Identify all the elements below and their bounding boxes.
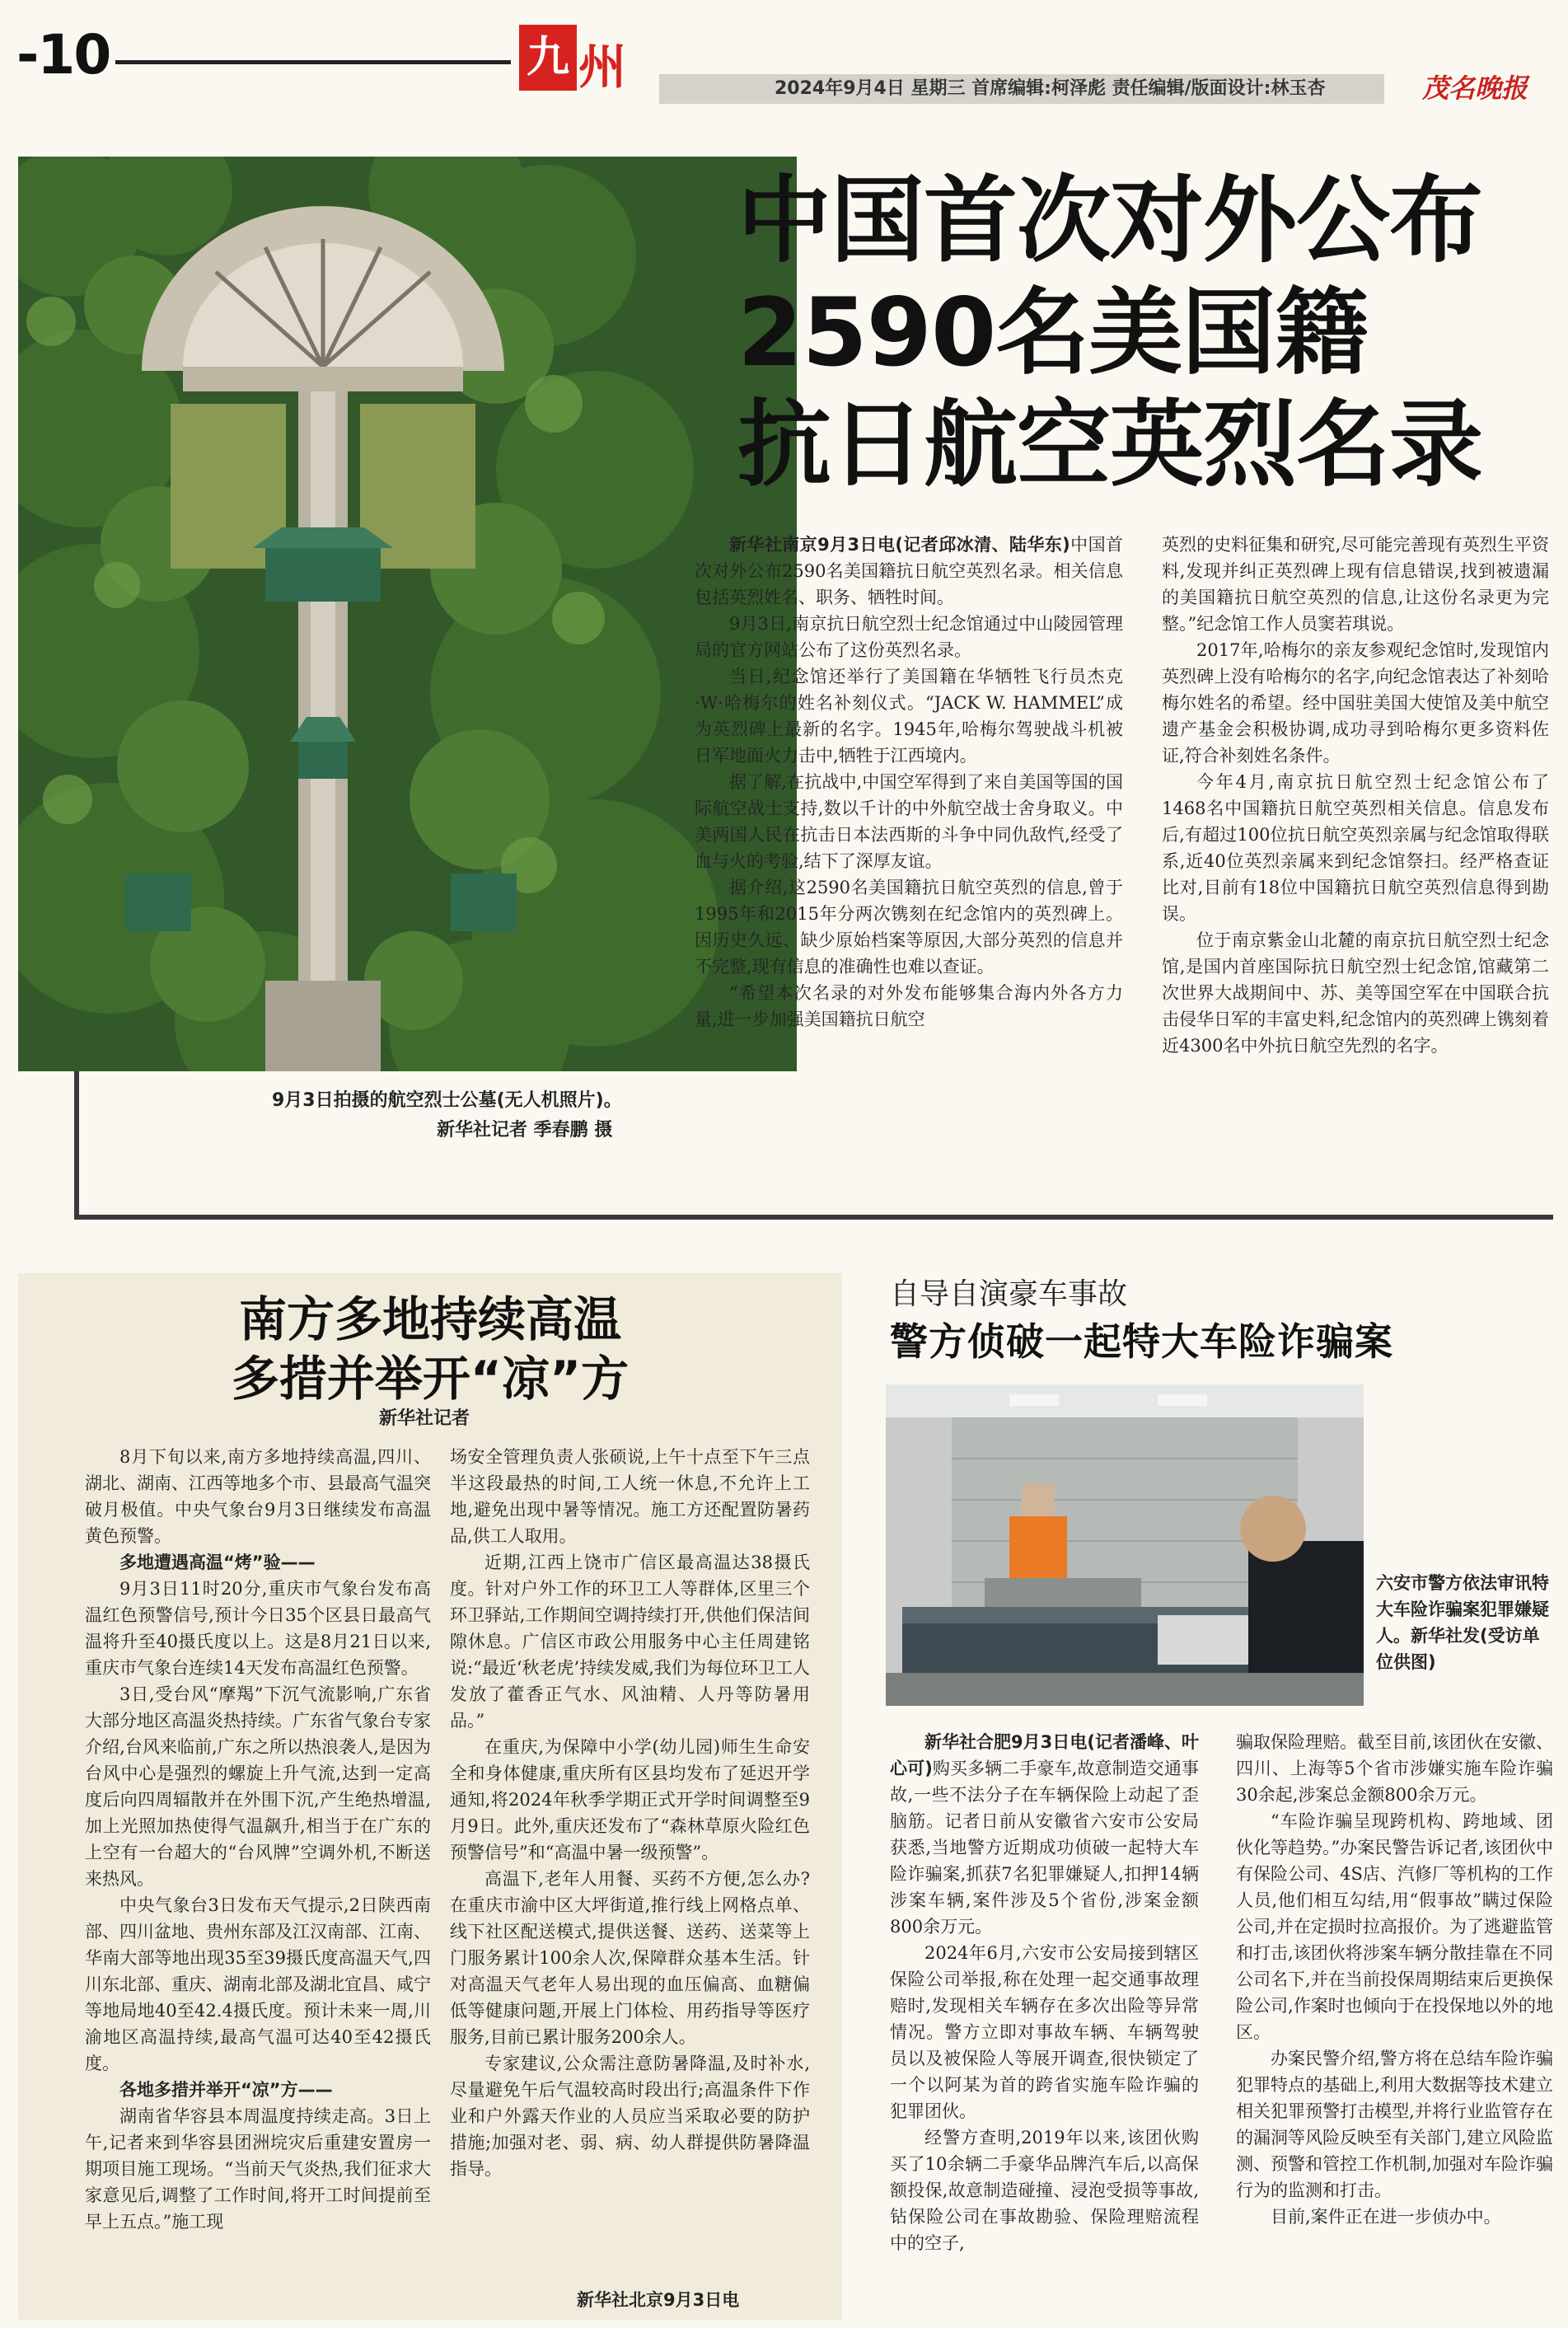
- story1-headline: [737, 165, 1553, 501]
- paragraph: 据介绍,这2590名美国籍抗日航空英烈的信息,曾于1995年和2015年分两次镌刻在纪念馆内的英烈碑上。因历史久远、缺少原始档案等原因,大部分英烈的信息并不完整,现有信息的准确性也难以查证。: [695, 878, 1123, 977]
- paragraph: 目前,案件正在进一步侦办中。: [1271, 2207, 1501, 2227]
- headline-line: 抗日航空英烈名录: [737, 390, 1483, 499]
- story3-headline: 警方侦破一起特大车险诈骗案: [890, 1319, 1393, 1364]
- paragraph: 当日,纪念馆还举行了美国籍在华牺牲飞行员杰克·W·哈梅尔的姓名补刻仪式。“JACK W. HAMMEL”成为英烈碑上最新的名字。1945年,哈梅尔驾驶战斗机被日军地面火力击中,牺牲于江西境内。: [695, 667, 1123, 766]
- story3-kicker: 自导自演豪车事故: [890, 1277, 1128, 1311]
- paragraph: “希望本次名录的对外发布能够集合海内外各方力量,进一步加强美国籍抗日航空: [695, 983, 1123, 1029]
- story2-column-a: [85, 1444, 431, 2235]
- subheading: 各地多措并举开“凉”方——: [119, 2080, 333, 2100]
- paragraph: 中央气象台3日发布天气提示,2日陕西南部、四川盆地、贵州东部及江汉南部、江南、华南大部等地出现35至39摄氏度高温天气,四川东北部、重庆、湖南北部及湖北宜昌、咸宁等地局地40至42.4摄氏度。预计未来一周,川渝地区高温持续,最高气温可达40至42摄氏度。: [85, 1895, 431, 2073]
- paragraph: 8月下旬以来,南方多地持续高温,四川、湖北、湖南、江西等地多个市、县最高气温突破月极值。中央气象台9月3日继续发布高温黄色预警。: [85, 1447, 431, 1546]
- paragraph: 中国首次对外公布2590名美国籍抗日航空英烈名录。相关信息包括英烈姓名、职务、牺牲时间。: [695, 535, 1123, 607]
- story3-column-b: [1236, 1729, 1553, 2230]
- paragraph: 经警方查明,2019年以来,该团伙购买了10余辆二手豪华品牌汽车后,以高保额投保,故意制造碰撞、浸泡受损等事故,钻保险公司在事故勘验、保险理赔流程中的空子,: [890, 2128, 1199, 2253]
- paragraph: 2017年,哈梅尔的亲友参观纪念馆时,发现馆内英烈碑上没有哈梅尔的名字,向纪念馆表达了补刻哈梅尔姓名的希望。经中国驻美国大使馆及美中航空遗产基金会积极协调,成功寻到哈梅尔更多资料佐证,符合补刻姓名条件。: [1162, 640, 1549, 766]
- paragraph: 9月3日11时20分,重庆市气象台发布高温红色预警信号,预计今日35个区县日最高气温将升至40摄氏度以上。这是8月21日以来,重庆市气象台连续14天发布高温红色预警。: [85, 1579, 431, 1678]
- headline-line: 中国首次对外公布: [737, 166, 1483, 275]
- paragraph: 2024年6月,六安市公安局接到辖区保险公司举报,称在处理一起交通事故理赔时,发现相关车辆存在多次出险等异常情况。警方立即对事故车辆、车辆驾驶员以及被保险人等展开调查,很快锁定了一个以阿某为首的跨省实施车险诈骗的犯罪团伙。: [890, 1943, 1199, 2121]
- story3-column-a: [890, 1729, 1199, 2256]
- header-rule: [115, 60, 511, 64]
- headline-line: 2590名美国籍: [737, 278, 1369, 387]
- story1-column-a: [695, 532, 1123, 1033]
- header-info-bar: 2024年9月4日 星期三 首席编辑:柯泽彪 责任编辑/版面设计:林玉杏: [659, 74, 1384, 104]
- paragraph: 9月3日,南京抗日航空烈士纪念馆通过中山陵园管理局的官方网站公布了这份英烈名录。: [695, 614, 1123, 660]
- dateline: 新华社南京9月3日电(记者邱冰清、陆华东): [729, 535, 1070, 555]
- paragraph: 据了解,在抗战中,中国空军得到了来自美国等国的国际航空战士支持,数以千计的中外航空战士舍身取义。中美两国人民在抗击日本法西斯的斗争中同仇敌忾,经受了血与火的考验,结下了深厚友谊。: [695, 772, 1123, 871]
- paragraph: 湖南省华容县本周温度持续走高。3日上午,记者来到华容县团洲垸灾后重建安置房一期项目施工现场。“当前天气炎热,我们征求大家意见后,调整了工作时间,将开工时间提前至早上五点。”施工现: [85, 2106, 431, 2232]
- subheading: 多地遭遇高温“烤”验——: [119, 1553, 316, 1572]
- photo-caption: [272, 1086, 733, 1145]
- paragraph: 购买多辆二手豪车,故意制造交通事故,一些不法分子在车辆保险上动起了歪脑筋。记者日前从安徽省六安市公安局获悉,当地警方近期成功侦破一起特大车险诈骗案,抓获7名犯罪嫌疑人,扣押14辆涉案车辆,案件涉及5个省份,涉案金额800余万元。: [890, 1759, 1199, 1937]
- interrogation-room-photo: [886, 1384, 1364, 1706]
- caption-credit: 新华社记者 季春鹏 摄: [437, 1120, 613, 1141]
- paragraph: 高温下,老年人用餐、买药不方便,怎么办?在重庆市渝中区大坪街道,推行线上网格点单、线下社区配送模式,提供送餐、送药、送菜等上门服务累计100余人次,保障群众基本生活。针对高温天气老年人易出现的血压偏高、血糖偏低等健康问题,开展上门体检、用药指导等医疗服务,目前已累计服务200余人。: [450, 1869, 810, 2047]
- story2-byline: 新华社记者: [379, 1408, 470, 1429]
- paragraph: 今年4月,南京抗日航空烈士纪念馆公布了1468名中国籍抗日航空英烈相关信息。信息发布后,有超过100位抗日航空英烈亲属与纪念馆取得联系,近40位英烈亲属来到纪念馆祭扫。经严格查证比对,目前有18位中国籍抗日航空英烈信息得到勘误。: [1162, 772, 1549, 924]
- story2-headline: [18, 1290, 842, 1408]
- paragraph: 骗取保险理赔。截至目前,该团伙在安徽、四川、上海等5个省市涉嫌实施车险诈骗30余起,涉案总金额800余万元。: [1236, 1732, 1553, 1805]
- story2-column-b: [450, 1444, 810, 2182]
- paragraph: 办案民警介绍,警方将在总结车险诈骗犯罪特点的基础上,利用大数据等技术建立相关犯罪预警打击模型,并将行业监管存在的漏洞等风险反映至有关部门,建立风险监测、预警和管控工作机制,加强对车险诈骗行为的监测和打击。: [1236, 2049, 1553, 2200]
- cemetery-aerial-photo: [18, 157, 797, 1071]
- story3-photo-caption: 六安市警方依法审讯特大车险诈骗案犯罪嫌疑人。新华社发(受访单位供图): [1376, 1573, 1549, 1672]
- story2-signoff: 新华社北京9月3日电: [577, 2290, 740, 2310]
- story1-column-b: [1162, 532, 1549, 1059]
- section-logo: [519, 25, 634, 101]
- paragraph: 场安全管理负责人张硕说,上午十点至下午三点半这段最热的时间,工人统一休息,不允许上工地,避免出现中暑等情况。施工方还配置防暑药品,供工人取用。: [450, 1447, 810, 1546]
- page-number: -10: [16, 23, 110, 87]
- section-seal: 九: [519, 25, 577, 91]
- newspaper-brand-logo: 茂名晚报: [1421, 73, 1528, 104]
- caption-line: 9月3日拍摄的航空烈士公墓(无人机照片)。: [272, 1090, 622, 1111]
- headline-line: 南方多地持续高温: [238, 1291, 621, 1347]
- paragraph: 位于南京紫金山北麓的南京抗日航空烈士纪念馆,是国内首座国际抗日航空烈士纪念馆,馆藏第二次世界大战期间中、苏、美等国空军在中国联合抗击侵华日军的丰富史料,纪念馆内的英烈碑上镌刻着近4300名中外抗日航空先烈的名字。: [1162, 930, 1549, 1056]
- paragraph: 英烈的史料征集和研究,尽可能完善现有英烈生平资料,发现并纠正英烈碑上现有信息错误,找到被遗漏的美国籍抗日航空英烈的信息,让这份名录更为完整。”纪念馆工作人员窦若琪说。: [1162, 535, 1549, 634]
- paragraph: 3日,受台风“摩羯”下沉气流影响,广东省大部分地区高温炎热持续。广东省气象台专家介绍,台风来临前,广东之所以热浪袭人,是因为台风中心是强烈的螺旋上升气流,达到一定高度后向四周辐散并在外围下沉,产生绝热增温,加上光照加热使得气温飙升,相当于在广东的上空有一台超大的“台风牌”空调外机,不断送来热风。: [85, 1684, 431, 1889]
- section-char: 州: [578, 39, 627, 95]
- paragraph: 专家建议,公众需注意防暑降温,及时补水,尽量避免午后气温较高时段出行;高温条件下作业和户外露天作业的人员应当采取必要的防护措施;加强对老、弱、病、幼人群提供防暑降温指导。: [450, 2054, 810, 2179]
- paragraph: 在重庆,为保障中小学(幼儿园)师生生命安全和身体健康,重庆所有区县均发布了延迟开学通知,将2024年秋季学期正式开学时间调整至9月9日。此外,重庆还发布了“森林草原火险红色预警信号”和“高温中暑一级预警”。: [450, 1737, 810, 1862]
- paragraph: 近期,江西上饶市广信区最高温达38摄氏度。针对户外工作的环卫工人等群体,区里三个环卫驿站,工作期间空调持续打开,供他们保洁间隙休息。广信区市政公用服务中心主任周建铭说:“最近‘秋老虎’持续发威,我们为每位环卫工人发放了藿香正气水、风油精、人丹等防暑用品。”: [450, 1553, 810, 1731]
- dateline: 新华社合肥9月3日电(记者潘峰、叶心可): [890, 1732, 1199, 1778]
- headline-line: 多措并举开“凉”方: [231, 1351, 630, 1407]
- paragraph: “车险诈骗呈现跨机构、跨地域、团伙化等趋势。”办案民警告诉记者,该团伙中有保险公司、4S店、汽修厂等机构的工作人员,他们相互勾结,用“假事故”瞒过保险公司,并在定损时拉高报价。为了逃避监管和打击,该团伙将涉案车辆分散挂靠在不同公司名下,并在当前投保周期结束后更换保险公司,作案时也倾向于在投保地以外的地区。: [1236, 1811, 1553, 2042]
